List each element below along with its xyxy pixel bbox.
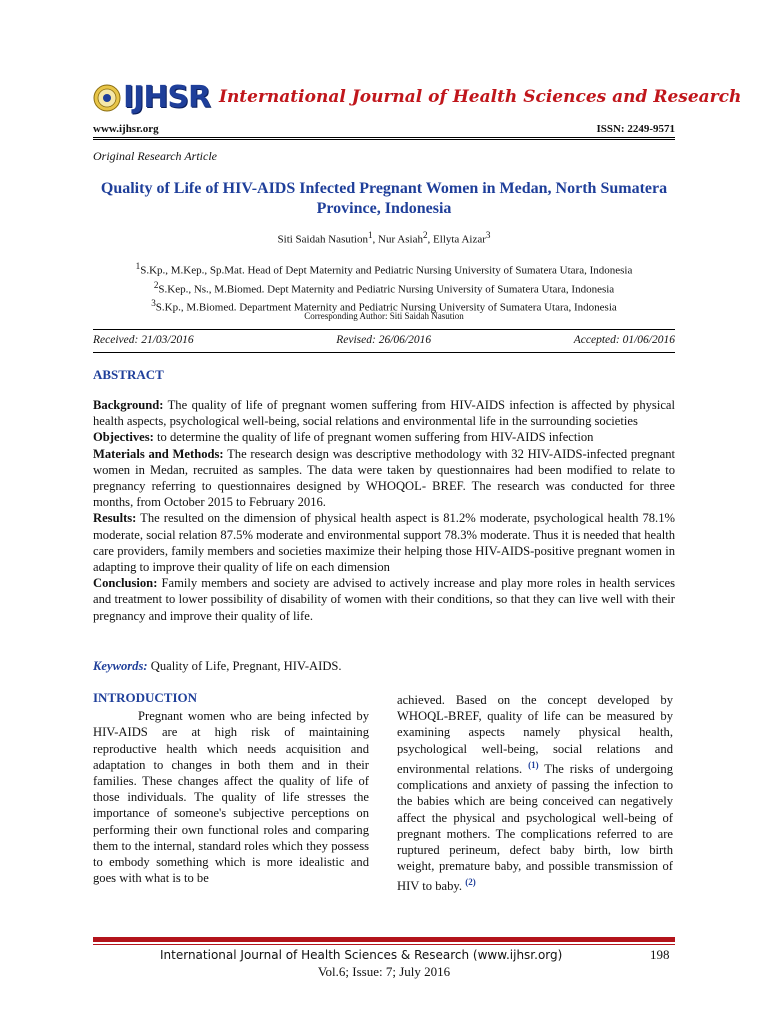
article-dates	[93, 334, 675, 346]
conclusion-text: Family members and society are advised to actively increase and play more roles in health services and treatment to lower possibility of disability of women with their conditions, so that they can live well with their pregnancy and improve their quality of life.	[93, 576, 675, 623]
footer-volume: Vol.6; Issue: 7; July 2016	[317, 964, 451, 979]
abstract-methods	[93, 446, 675, 511]
journal-issn: ISSN: 2249-9571	[596, 123, 675, 135]
affiliation-text: S.Kp., M.Biomed. Department Maternity and Pediatric Nursing University of Sumatera Utara, Indonesia	[155, 301, 617, 314]
objectives-text: to determine the quality of life of pregnant women suffering from HIV-AIDS infection	[153, 430, 594, 445]
abstract-background	[93, 397, 675, 429]
affiliation-line	[93, 278, 675, 297]
intro-paragraph: Pregnant women who are being infected by HIV-AIDS are at high risk of maintaining reproductive health which needs acquisition and adaptation to changes in both them and in their families. These changes affect the quality of life of those individuals. The quality of life stresses the importance of someone's subjective perceptions on performing their own functional roles and comparing them to the internal, standard roles which they possess to embody something which is more idealistic and goes with what is to be	[93, 709, 369, 886]
dates-top-rule	[93, 329, 675, 330]
dates-bottom-rule	[93, 352, 675, 353]
affiliation-sup: 2	[153, 279, 159, 290]
footer-journal: International Journal of Health Sciences & Research (www.ijhsr.org)	[160, 948, 563, 962]
footer-divider	[93, 937, 675, 942]
affiliation-text: S.Kp., M.Kep., Sp.Mat. Head of Dept Maternity and Pediatric Nursing University of Sumatera Utara, Indonesia	[140, 264, 633, 277]
revised-date: Revised: 26/06/2016	[336, 334, 432, 346]
intro-text-part2: The risks of undergoing complications and anxiety of passing the infection to the babies which are being conceived can negatively affect the physical and psychological well-being of pregnant mothers. The complications referred to are ruptured perineum, defect baby birth, low birth weight, premature baby, and possible transmission of HIV to baby.	[397, 762, 673, 894]
abstract-results	[93, 510, 675, 575]
header-divider	[93, 137, 675, 140]
journal-name: International Journal of Health Sciences and Research	[219, 87, 742, 107]
accepted-date: Accepted: 01/06/2016	[573, 334, 675, 346]
abstract-objectives	[93, 429, 675, 445]
keywords	[93, 659, 342, 674]
intro-paragraph-cont	[397, 692, 673, 895]
author-sup: 1	[367, 230, 373, 240]
article-type: Original Research Article	[93, 149, 217, 163]
abstract-body	[93, 397, 675, 624]
author-sup: 3	[485, 230, 491, 240]
conclusion-label: Conclusion:	[93, 576, 158, 591]
article-title: Quality of Life of HIV-AIDS Infected Pregnant Women in Medan, North Sumatera Province, Indonesia	[100, 180, 668, 217]
received-date: Received: 21/03/2016	[93, 334, 194, 346]
journal-seal-icon	[93, 84, 121, 112]
intro-right-column	[397, 692, 673, 895]
affiliation-line	[93, 259, 675, 278]
intro-text-part1: achieved. Based on the concept developed by WHOQL-BREF, quality of life can be measured by examining aspects namely physical health, psychological well-being, social relations and environmental relations.	[397, 693, 673, 776]
keywords-text: Quality of Life, Pregnant, HIV-AIDS.	[147, 659, 342, 673]
author-name: Nur Asiah	[378, 233, 423, 246]
masthead	[93, 80, 742, 124]
abstract-conclusion	[93, 575, 675, 624]
results-text: The resulted on the dimension of physical health aspect is 81.2% moderate, psychological health 78.1% moderate, social relation 87.5% moderate and environmental support 78.3% moderate. Thus it is needed that health care providers, family members and societies maximize their helping those HIV-AIDS-positive pregnant women in adapting to improve their quality of life on each dimension	[93, 511, 675, 575]
corresponding-author: Corresponding Author: Siti Saidah Nasution	[304, 311, 464, 321]
intro-left-column	[93, 690, 369, 886]
author-name: Siti Saidah Nasution	[277, 233, 368, 246]
background-text: The quality of life of pregnant women suffering from HIV-AIDS infection is affected by physical health aspects, psychological well-being, social relations and environmental life in the surrounding societies	[93, 398, 675, 429]
results-label: Results:	[93, 511, 137, 526]
affiliation-sup: 3	[151, 298, 156, 309]
author-sup: 2	[422, 230, 428, 240]
methods-text: The research design was descriptive methodology with 32 HIV-AIDS-infected pregnant women in Medan, recruited as samples. The data were taken by questionnaires had been modified to relate to pregnancy referring to questionnaires designed by WHOQOL- BREF. The research was conducted for three months, from October 2015 to February 2016.	[93, 446, 675, 510]
author-list: Siti Saidah Nasution$^1$, Nur Asiah$^2$, Ellyta Aizar$^3$	[277, 230, 491, 246]
author-name: Ellyta Aizar	[433, 233, 486, 246]
footer-divider-thin	[93, 944, 675, 945]
journal-logo: IJHSR	[123, 80, 211, 115]
methods-label: Materials and Methods:	[93, 446, 224, 461]
affiliation-sup: 1	[135, 261, 141, 271]
journal-website[interactable]: www.ijhsr.org	[93, 123, 159, 135]
background-label: Background:	[93, 398, 164, 412]
citation-ref[interactable]: (2)	[465, 877, 476, 888]
introduction-heading: INTRODUCTION	[93, 690, 198, 705]
affiliations	[93, 259, 675, 315]
citation-ref[interactable]: (1)	[528, 759, 539, 770]
affiliation-text: S.Kep., Ns., M.Biomed. Dept Maternity and Pediatric Nursing University of Sumatera Utara, Indonesia	[158, 283, 615, 296]
abstract-heading: ABSTRACT	[93, 367, 164, 382]
page-number: 198	[650, 947, 670, 962]
keywords-label: Keywords:	[93, 659, 148, 673]
objectives-label: Objectives:	[93, 430, 154, 445]
